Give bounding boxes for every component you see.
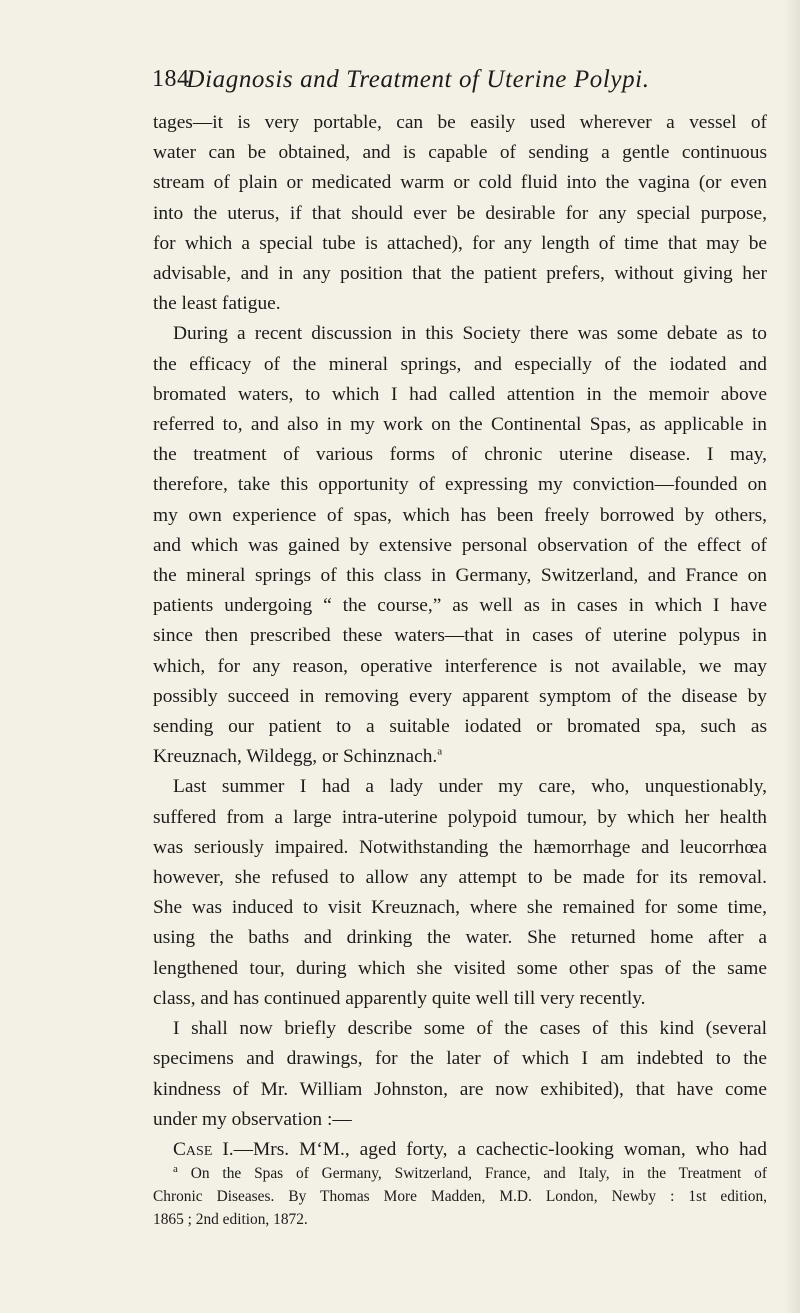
body-line: into the uterus, if that should ever be desirable for any special purpose, xyxy=(153,202,767,224)
body-line: kindness of Mr. William Johnston, are now exhibited), that have come xyxy=(153,1078,767,1100)
case-label: Case I. xyxy=(173,1138,234,1160)
case-heading-line xyxy=(153,1135,767,1165)
footnote-reference: a xyxy=(437,745,443,758)
body-line: possibly succeed in removing every apparent symptom of the disease by xyxy=(153,685,767,707)
body-line: the treatment of various forms of chronic uterine disease. I may, xyxy=(153,444,767,466)
body-line: advisable, and in any position that the patient prefers, without giving her xyxy=(153,263,767,285)
body-line: stream of plain or medicated warm or cold fluid into the vagina (or even xyxy=(153,172,767,194)
body-line: lengthened tour, during which she visited some other spas of the same xyxy=(153,957,767,979)
body-line: under my observation :— xyxy=(153,1108,352,1130)
body-line: using the baths and drinking the water. She returned home after a xyxy=(153,927,767,949)
body-line: and which was gained by extensive personal observation of the effect of xyxy=(153,534,767,556)
body-line: however, she refused to allow any attempt to be made for its removal. xyxy=(153,867,767,889)
body-line: referred to, and also in my work on the Continental Spas, as applicable in xyxy=(153,414,767,436)
body-line: sending our patient to a suitable iodated or bromated spa, such as xyxy=(153,716,767,738)
body-line: since then prescribed these waters—that in cases of uterine polypus in xyxy=(153,625,767,647)
footnote xyxy=(153,1162,767,1231)
footnote-line xyxy=(153,1162,767,1185)
footnote-marker: a xyxy=(173,1162,178,1175)
body-line: was seriously impaired. Notwithstanding the hæmorrhage and leucorrhœa xyxy=(153,836,767,858)
footnote-line: 1865 ; 2nd edition, 1872. xyxy=(153,1211,308,1228)
case-line-text: —Mrs. M‘M., aged forty, a cachectic-looking woman, who had xyxy=(233,1138,767,1160)
page-number: 184 xyxy=(152,66,190,92)
body-line: therefore, take this opportunity of expressing my conviction—founded on xyxy=(153,474,767,496)
body-line: During a recent discussion in this Society there was some debate as to xyxy=(173,323,767,345)
body-line: tages—it is very portable, can be easily used wherever a vessel of xyxy=(153,112,767,133)
body-line: my own experience of spas, which has been freely borrowed by others, xyxy=(153,504,767,526)
body-line: specimens and drawings, for the later of which I am indebted to the xyxy=(153,1048,767,1070)
body-line: the least fatigue. xyxy=(153,293,281,315)
body-line: I shall now briefly describe some of the cases of this kind (several xyxy=(173,1018,767,1040)
footnote-line-text: On the Spas of Germany, Switzerland, France, and Italy, in the Treatment of xyxy=(190,1165,767,1182)
body-line: for which a special tube is attached), for any length of time that may be xyxy=(153,232,767,254)
body-line: the efficacy of the mineral springs, and especially of the iodated and xyxy=(153,353,767,375)
running-title: Diagnosis and Treatment of Uterine Polypi. xyxy=(186,66,650,93)
body-line: the mineral springs of this class in Germany, Switzerland, and France on xyxy=(153,565,767,587)
body-line: suffered from a large intra-uterine polypoid tumour, by which her health xyxy=(153,806,767,828)
body-line: which, for any reason, operative interference is not available, we may xyxy=(153,655,767,677)
body-text xyxy=(153,108,767,1165)
body-line: patients undergoing “ the course,” as well as in cases in which I have xyxy=(153,595,767,617)
body-line: water can be obtained, and is capable of sending a gentle continuous xyxy=(153,142,767,164)
body-line: class, and has continued apparently quite well till very recently. xyxy=(153,987,646,1009)
body-line: Last summer I had a lady under my care, who, unquestionably, xyxy=(173,776,767,798)
page-header xyxy=(0,66,800,96)
body-line-text: Kreuznach, Wildegg, or Schinznach. xyxy=(153,746,438,768)
body-line: She was induced to visit Kreuznach, where she remained for some time, xyxy=(153,897,767,919)
body-line-with-footnote-ref xyxy=(153,742,767,772)
footnote-line: Chronic Diseases. By Thomas More Madden, M.D. London, Newby : 1st edition, xyxy=(153,1188,767,1205)
body-line: bromated waters, to which I had called attention in the memoir above xyxy=(153,383,767,405)
